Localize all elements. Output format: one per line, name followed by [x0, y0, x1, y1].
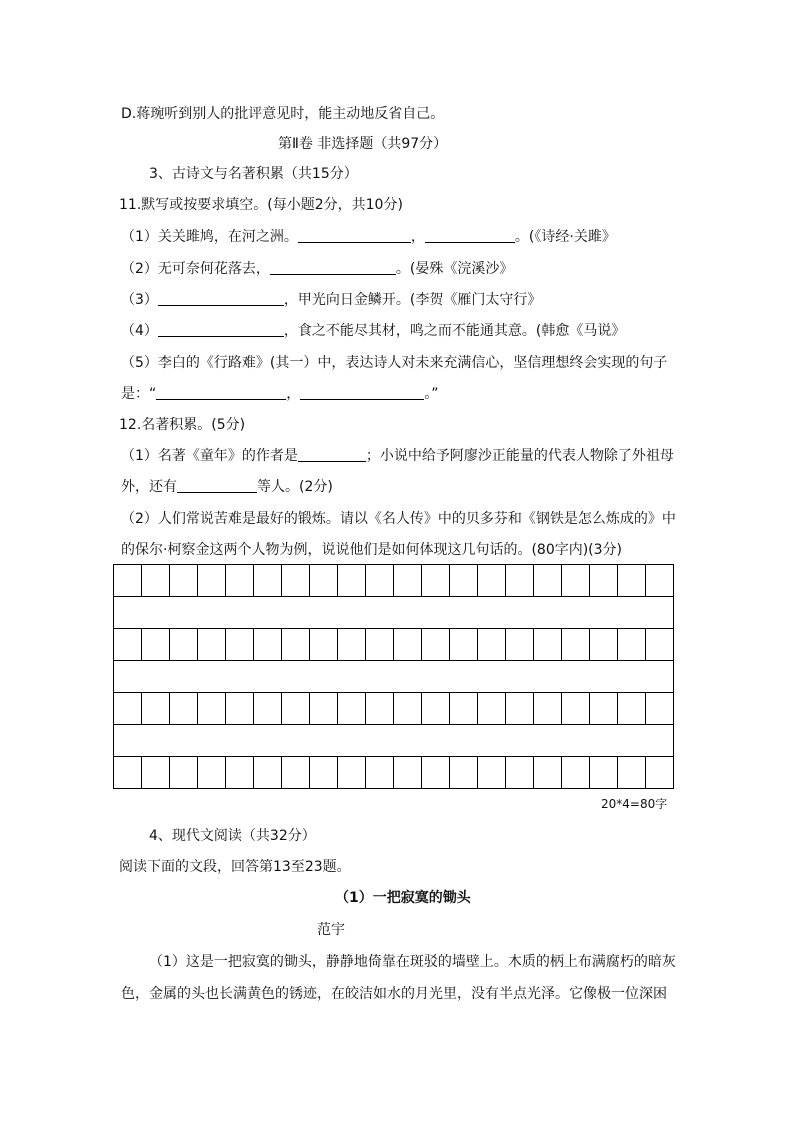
grid-cell[interactable]	[506, 757, 534, 788]
grid-cell[interactable]	[534, 629, 562, 660]
grid-cell[interactable]	[198, 565, 226, 596]
grid-cell[interactable]	[198, 693, 226, 724]
grid-cell[interactable]	[534, 757, 562, 788]
grid-cell[interactable]	[142, 565, 170, 596]
grid-spacer-row	[114, 725, 674, 757]
source: ，食之不能尽其材，鸣之而不能通其意。(韩愈《马说》	[283, 323, 626, 339]
q11-item5-line2	[121, 384, 439, 404]
grid-cell[interactable]	[198, 629, 226, 660]
grid-cell[interactable]	[310, 757, 338, 788]
grid-row	[114, 629, 674, 661]
q12-item2-line2: 的保尔·柯察金这两个人物为例，说说他们是如何体现这几句话的。(80字内)(3分)	[121, 542, 623, 558]
q11-item3	[121, 290, 541, 310]
grid-cell[interactable]	[562, 629, 590, 660]
grid-cell[interactable]	[282, 757, 310, 788]
grid-cell[interactable]	[646, 629, 674, 660]
grid-cell[interactable]	[114, 725, 674, 756]
grid-cell[interactable]	[478, 565, 506, 596]
grid-cell[interactable]	[366, 693, 394, 724]
grid-cell[interactable]	[478, 757, 506, 788]
answer-blank[interactable]	[270, 260, 396, 275]
grid-cell[interactable]	[170, 693, 198, 724]
grid-cell[interactable]	[506, 629, 534, 660]
q11-item2-text: （2）无可奈何花落去，	[121, 261, 270, 277]
answer-grid[interactable]	[113, 564, 674, 789]
answer-blank[interactable]	[300, 385, 424, 400]
q11-item4	[121, 321, 625, 341]
grid-cell[interactable]	[618, 565, 646, 596]
grid-cell[interactable]	[114, 693, 142, 724]
grid-cell[interactable]	[366, 565, 394, 596]
grid-spacer-row	[114, 597, 674, 629]
text: 等人。(2分)	[257, 479, 333, 495]
grid-cell[interactable]	[114, 661, 674, 692]
grid-cell[interactable]	[618, 629, 646, 660]
grid-cell[interactable]	[394, 629, 422, 660]
option-d: D.蒋琬听到别人的批评意见时，能主动地反省自己。	[121, 106, 445, 122]
grid-cell[interactable]	[338, 693, 366, 724]
q11-item5-line1: （5）李白的《行路难》(其一）中，表达诗人对未来充满信心，坚信理想终会实现的句子	[121, 355, 668, 371]
grid-cell[interactable]	[478, 693, 506, 724]
grid-cell[interactable]	[114, 597, 674, 628]
grid-caption: 20*4=80字	[601, 797, 668, 811]
grid-cell[interactable]	[338, 629, 366, 660]
answer-blank[interactable]	[177, 478, 257, 493]
grid-cell[interactable]	[226, 565, 254, 596]
grid-cell[interactable]	[590, 693, 618, 724]
comma: ，	[286, 386, 301, 402]
grid-cell[interactable]	[506, 693, 534, 724]
grid-cell[interactable]	[562, 757, 590, 788]
grid-cell[interactable]	[562, 693, 590, 724]
grid-row	[114, 757, 674, 789]
source: 。(晏殊《浣溪沙》	[395, 261, 514, 277]
grid-cell[interactable]	[254, 693, 282, 724]
q11-item2	[121, 259, 513, 279]
article-para1-line1: （1）这是一把寂寞的锄头，静静地倚靠在斑驳的墙壁上。木质的柄上布满腐朽的暗灰	[149, 954, 676, 970]
answer-blank[interactable]	[298, 228, 411, 243]
grid-cell[interactable]	[254, 565, 282, 596]
q11-item4-text: （4）	[121, 323, 158, 339]
grid-cell[interactable]	[226, 693, 254, 724]
suffix: 。”	[424, 386, 439, 402]
grid-cell[interactable]	[590, 757, 618, 788]
grid-cell[interactable]	[142, 757, 170, 788]
grid-cell[interactable]	[254, 757, 282, 788]
q12-item1-line2	[121, 477, 333, 497]
grid-cell[interactable]	[338, 757, 366, 788]
grid-cell[interactable]	[366, 629, 394, 660]
grid-cell[interactable]	[562, 565, 590, 596]
grid-cell[interactable]	[114, 629, 142, 660]
source: ，甲光向日金鳞开。(李贺《雁门太守行》	[283, 292, 542, 308]
q12-item1-line1	[121, 446, 674, 466]
grid-cell[interactable]	[478, 629, 506, 660]
prefix: 是：“	[121, 386, 157, 402]
grid-cell[interactable]	[422, 565, 450, 596]
grid-cell[interactable]	[590, 565, 618, 596]
part2-title: 第Ⅱ卷 非选择题（共97分）	[278, 136, 448, 152]
grid-cell[interactable]	[618, 693, 646, 724]
grid-cell[interactable]	[254, 629, 282, 660]
grid-cell[interactable]	[394, 757, 422, 788]
answer-blank[interactable]	[156, 385, 286, 400]
q11-item1-text: （1）关关雎鸠，在河之洲。	[121, 229, 298, 245]
grid-cell[interactable]	[282, 629, 310, 660]
q11-item1	[121, 227, 616, 247]
grid-cell[interactable]	[422, 629, 450, 660]
section4-title: 4、现代文阅读（共32分）	[149, 828, 316, 844]
q12-item2-line1: （2）人们常说苦难是最好的锻炼。请以《名人传》中的贝多芬和《钢铁是怎么炼成的》中	[121, 511, 676, 527]
grid-cell[interactable]	[282, 693, 310, 724]
reading-instruction: 阅读下面的文段，回答第13至23题。	[119, 859, 351, 875]
grid-cell[interactable]	[226, 757, 254, 788]
grid-cell[interactable]	[170, 629, 198, 660]
grid-cell[interactable]	[394, 693, 422, 724]
grid-cell[interactable]	[170, 757, 198, 788]
article-title: （1）一把寂寞的锄头	[335, 890, 471, 906]
grid-cell[interactable]	[450, 757, 478, 788]
article-para1-line2: 色，金属的头也长满黄色的锈迹，在皎洁如水的月光里，没有半点光泽。它像极一位深困	[121, 986, 667, 1002]
grid-cell[interactable]	[170, 565, 198, 596]
grid-cell[interactable]	[142, 629, 170, 660]
grid-cell[interactable]	[310, 565, 338, 596]
grid-cell[interactable]	[646, 757, 674, 788]
grid-cell[interactable]	[646, 693, 674, 724]
grid-cell[interactable]	[450, 565, 478, 596]
grid-cell[interactable]	[534, 565, 562, 596]
grid-cell[interactable]	[338, 565, 366, 596]
comma: ，	[410, 229, 425, 245]
grid-cell[interactable]	[618, 757, 646, 788]
grid-spacer-row	[114, 661, 674, 693]
grid-cell[interactable]	[226, 629, 254, 660]
answer-blank[interactable]	[425, 228, 515, 243]
grid-cell[interactable]	[114, 565, 142, 596]
answer-blank[interactable]	[158, 322, 284, 337]
grid-cell[interactable]	[114, 757, 142, 788]
answer-blank[interactable]	[298, 447, 366, 462]
section3-title: 3、古诗文与名著积累（共15分）	[149, 166, 358, 182]
text: （1）名著《童年》的作者是	[121, 448, 298, 464]
grid-cell[interactable]	[394, 565, 422, 596]
grid-cell[interactable]	[534, 693, 562, 724]
q11-title: 11.默写或按要求填空。(每小题2分，共10分)	[119, 197, 403, 213]
grid-cell[interactable]	[142, 693, 170, 724]
grid-cell[interactable]	[422, 693, 450, 724]
grid-row	[114, 693, 674, 725]
text: ；小说中给予阿廖沙正能量的代表人物除了外祖母	[365, 448, 674, 464]
grid-cell[interactable]	[366, 757, 394, 788]
grid-cell[interactable]	[646, 565, 674, 596]
grid-cell[interactable]	[198, 757, 226, 788]
grid-cell[interactable]	[422, 757, 450, 788]
q11-item3-text: （3）	[121, 292, 158, 308]
grid-cell[interactable]	[590, 629, 618, 660]
text: 外，还有	[121, 479, 177, 495]
grid-cell[interactable]	[310, 629, 338, 660]
source: 。(《诗经·关雎》	[514, 229, 616, 245]
article-author: 范宇	[317, 922, 345, 938]
grid-cell[interactable]	[310, 693, 338, 724]
q12-title: 12.名著积累。(5分)	[119, 417, 246, 433]
grid-cell[interactable]	[282, 565, 310, 596]
answer-blank[interactable]	[158, 291, 284, 306]
grid-cell[interactable]	[450, 629, 478, 660]
grid-row	[114, 565, 674, 597]
grid-cell[interactable]	[506, 565, 534, 596]
grid-cell[interactable]	[450, 693, 478, 724]
